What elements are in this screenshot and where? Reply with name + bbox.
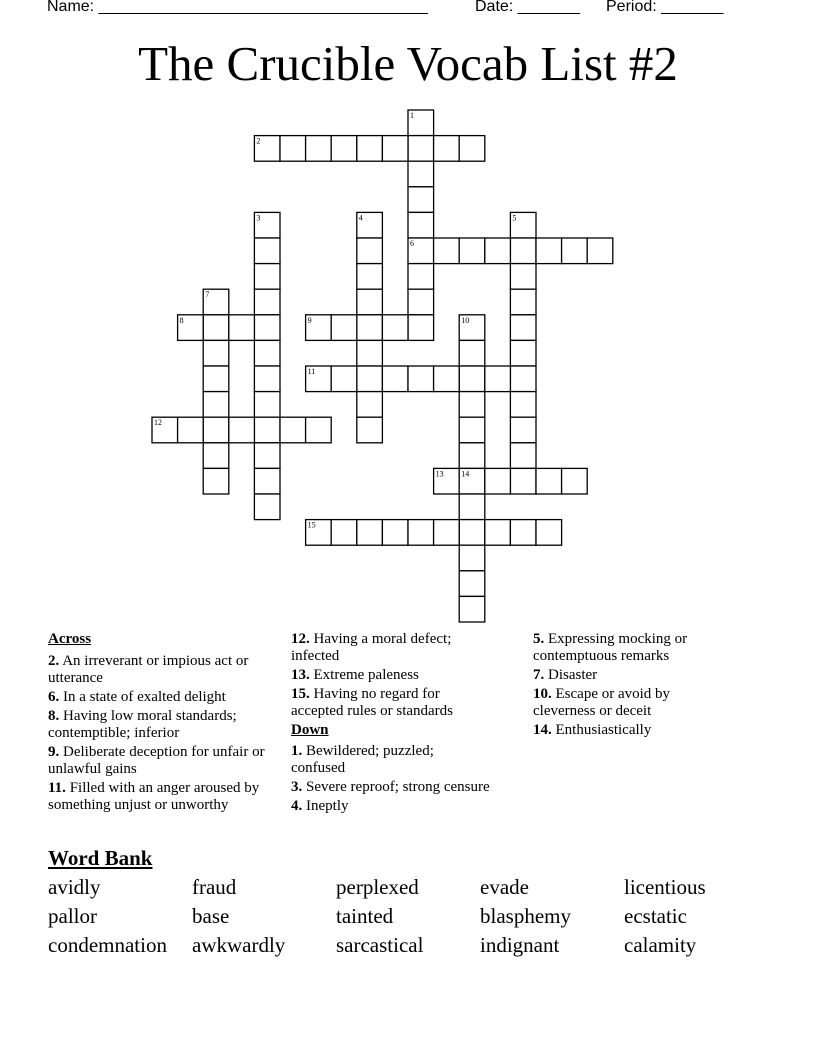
crossword-cell[interactable] (203, 417, 229, 443)
clue-number-label: 1 (410, 111, 414, 120)
crossword-cell[interactable] (510, 392, 536, 418)
clue-across-2: 2. An irreverant or impious act or utterance (48, 653, 249, 686)
crossword-cell[interactable] (280, 417, 306, 443)
clue-across-11: 11. Filled with an anger aroused by something unjust or unworthy (48, 780, 260, 813)
crossword-cell[interactable] (510, 238, 536, 264)
crossword-cell[interactable] (203, 366, 229, 392)
crossword-cell[interactable] (434, 520, 460, 546)
word-bank-item: condemnation (48, 933, 167, 957)
crossword-cell[interactable] (331, 366, 357, 392)
clue-number-label: 4 (358, 213, 363, 223)
crossword-cell[interactable] (485, 520, 511, 546)
crossword-cell[interactable] (510, 212, 536, 238)
crossword-cell[interactable] (357, 212, 383, 238)
crossword-cell[interactable] (382, 136, 408, 162)
clue-across-6: 6. In a state of exalted delight (48, 689, 226, 705)
clue-down-3: 3. Severe reproof; strong censure (291, 779, 490, 795)
period-field-label[interactable]: Period: _______ (606, 0, 724, 15)
crossword-cell[interactable] (459, 136, 485, 162)
crossword-cell[interactable] (459, 468, 485, 494)
crossword-cell[interactable] (203, 392, 229, 418)
crossword-cell[interactable] (408, 161, 434, 187)
crossword-cell[interactable] (306, 315, 332, 341)
crossword-cell[interactable] (459, 366, 485, 392)
crossword-cell[interactable] (306, 417, 332, 443)
crossword-cell[interactable] (459, 443, 485, 469)
crossword-cell[interactable] (254, 289, 280, 315)
word-bank-item: tainted (336, 904, 394, 928)
crossword-cell[interactable] (562, 468, 588, 494)
crossword-cell[interactable] (408, 264, 434, 290)
clue-across-15: 15. Having no regard for accepted rules or standards (291, 686, 454, 719)
word-bank-item: pallor (48, 904, 97, 928)
crossword-cell[interactable] (434, 468, 460, 494)
crossword-cell[interactable] (178, 417, 204, 443)
word-bank-item: calamity (624, 933, 697, 957)
crossword-cell[interactable] (203, 289, 229, 315)
word-bank-item: sarcastical (336, 933, 424, 957)
crossword-cell[interactable] (459, 571, 485, 597)
crossword-cell[interactable] (357, 238, 383, 264)
crossword-cell[interactable] (254, 136, 280, 162)
down-heading: Down (291, 722, 329, 738)
crossword-cell[interactable] (382, 520, 408, 546)
word-bank-item: indignant (480, 933, 560, 957)
clue-down-7: 7. Disaster (533, 667, 598, 683)
crossword-cell[interactable] (510, 417, 536, 443)
crossword-cell[interactable] (485, 468, 511, 494)
crossword-cell[interactable] (510, 340, 536, 366)
crossword-cell[interactable] (254, 392, 280, 418)
crossword-cell[interactable] (254, 366, 280, 392)
word-bank (48, 875, 768, 957)
crossword-cell[interactable] (280, 136, 306, 162)
clue-down-10: 10. Escape or avoid by cleverness or deceit (533, 686, 671, 719)
crossword-cell[interactable] (254, 443, 280, 469)
crossword-cell[interactable] (459, 545, 485, 571)
crossword-cell[interactable] (357, 136, 383, 162)
crossword-cell[interactable] (203, 315, 229, 341)
crossword-cell[interactable] (510, 366, 536, 392)
crossword-cell[interactable] (459, 520, 485, 546)
crossword-cell[interactable] (382, 366, 408, 392)
clue-across-8: 8. Having low moral standards; contemptible; inferior (48, 708, 237, 741)
crossword-cell[interactable] (510, 520, 536, 546)
crossword-cell[interactable] (229, 417, 255, 443)
crossword-cell[interactable] (331, 520, 357, 546)
crossword-cell[interactable] (254, 494, 280, 520)
crossword-cell[interactable] (536, 520, 562, 546)
clue-number-label: 11 (307, 367, 316, 376)
crossword-cell[interactable] (408, 136, 434, 162)
crossword-cell[interactable] (536, 468, 562, 494)
clues-column-2 (291, 631, 491, 817)
crossword-cell[interactable] (408, 315, 434, 341)
clue-number-label: 6 (410, 239, 414, 248)
crossword-cell[interactable] (459, 392, 485, 418)
crossword-cell[interactable] (510, 289, 536, 315)
word-bank-item: evade (480, 875, 529, 899)
crossword-cell[interactable] (434, 366, 460, 392)
crossword-cell[interactable] (254, 340, 280, 366)
clue-number-label: 2 (256, 136, 261, 146)
clue-number-label: 10 (461, 315, 470, 325)
crossword-cell[interactable] (408, 366, 434, 392)
crossword-cell[interactable] (306, 520, 332, 546)
crossword-cell[interactable] (434, 238, 460, 264)
crossword-cell[interactable] (254, 468, 280, 494)
crossword-cell[interactable] (408, 187, 434, 213)
crossword-cell[interactable] (408, 289, 434, 315)
crossword-cell[interactable] (459, 315, 485, 341)
word-bank-item: avidly (48, 875, 101, 899)
clue-down-4: 4. Ineptly (291, 798, 349, 814)
crossword-cell[interactable] (459, 340, 485, 366)
clue-number-label: 5 (512, 213, 517, 223)
clue-across-12: 12. Having a moral defect; infected (291, 631, 452, 664)
clue-number-label: 8 (179, 315, 184, 325)
word-bank-item: base (192, 904, 230, 928)
crossword-cell[interactable] (254, 315, 280, 341)
crossword-cell[interactable] (510, 468, 536, 494)
across-heading: Across (48, 631, 92, 647)
clue-across-9: 9. Deliberate deception for unfair or unlawful gains (48, 744, 265, 777)
word-bank-item: fraud (192, 875, 237, 899)
crossword-cell[interactable] (254, 238, 280, 264)
crossword-cell[interactable] (331, 136, 357, 162)
word-bank-item: licentious (624, 875, 706, 899)
clue-number-label: 7 (205, 290, 210, 300)
clue-number-label: 3 (256, 213, 261, 223)
crossword-cell[interactable] (254, 264, 280, 290)
clue-number-label: 12 (154, 418, 162, 428)
student-info-header (47, 0, 787, 20)
name-field-label[interactable]: Name: _____________________________________ (47, 0, 428, 15)
clue-across-13: 13. Extreme paleness (291, 667, 419, 683)
crossword-cell[interactable] (357, 520, 383, 546)
word-bank-item: awkwardly (192, 933, 286, 957)
crossword-cell[interactable] (536, 238, 562, 264)
crossword-cell[interactable] (510, 443, 536, 469)
crossword-cell[interactable] (510, 264, 536, 290)
crossword-cell[interactable] (357, 417, 383, 443)
clue-number-label: 9 (307, 315, 312, 325)
crossword-cell[interactable] (357, 366, 383, 392)
crossword-cell[interactable] (203, 468, 229, 494)
crossword-cell[interactable] (485, 238, 511, 264)
word-bank-item: blasphemy (480, 904, 571, 928)
crossword-cell[interactable] (562, 238, 588, 264)
crossword-cell[interactable] (459, 417, 485, 443)
crossword-cell[interactable] (459, 596, 485, 622)
crossword-cell[interactable] (587, 238, 613, 264)
clue-down-14: 14. Enthusiastically (533, 722, 652, 738)
crossword-cell[interactable] (459, 238, 485, 264)
crossword-cell[interactable] (510, 315, 536, 341)
crossword-cell[interactable] (331, 315, 357, 341)
crossword-cell[interactable] (459, 494, 485, 520)
clue-number-label: 14 (461, 469, 470, 479)
crossword-cell[interactable] (408, 238, 434, 264)
crossword-cell[interactable] (485, 366, 511, 392)
crossword-cell[interactable] (357, 289, 383, 315)
clue-down-5: 5. Expressing mocking or contemptuous remarks (533, 631, 688, 664)
clues-column-3 (533, 631, 733, 741)
crossword-cell[interactable] (357, 392, 383, 418)
date-field-label[interactable]: Date: _______ (475, 0, 580, 15)
crossword-cell[interactable] (357, 264, 383, 290)
crossword-cell[interactable] (357, 340, 383, 366)
crossword-cell[interactable] (357, 315, 383, 341)
clue-number-label: 15 (307, 520, 316, 530)
crossword-cell[interactable] (408, 520, 434, 546)
crossword-cell[interactable] (408, 110, 434, 136)
crossword-cell[interactable] (306, 136, 332, 162)
clue-down-1: 1. Bewildered; puzzled; confused (291, 743, 434, 776)
crossword-cell[interactable] (434, 136, 460, 162)
page-title: The Crucible Vocab List #2 (138, 36, 678, 91)
crossword-cell[interactable] (408, 212, 434, 238)
clue-number-label: 13 (435, 469, 444, 479)
word-bank-item: perplexed (336, 875, 419, 899)
crossword-cell[interactable] (152, 417, 178, 443)
word-bank-item: ecstatic (624, 904, 687, 928)
crossword-cell[interactable] (382, 315, 408, 341)
crossword-cell[interactable] (178, 315, 204, 341)
crossword-cell[interactable] (254, 417, 280, 443)
crossword-cell[interactable] (229, 315, 255, 341)
crossword-cell[interactable] (203, 340, 229, 366)
clues-column-1 (48, 631, 280, 816)
word-bank-title: Word Bank (48, 846, 153, 870)
crossword-cell[interactable] (203, 443, 229, 469)
crossword-cell[interactable] (306, 366, 332, 392)
crossword-cell[interactable] (254, 212, 280, 238)
